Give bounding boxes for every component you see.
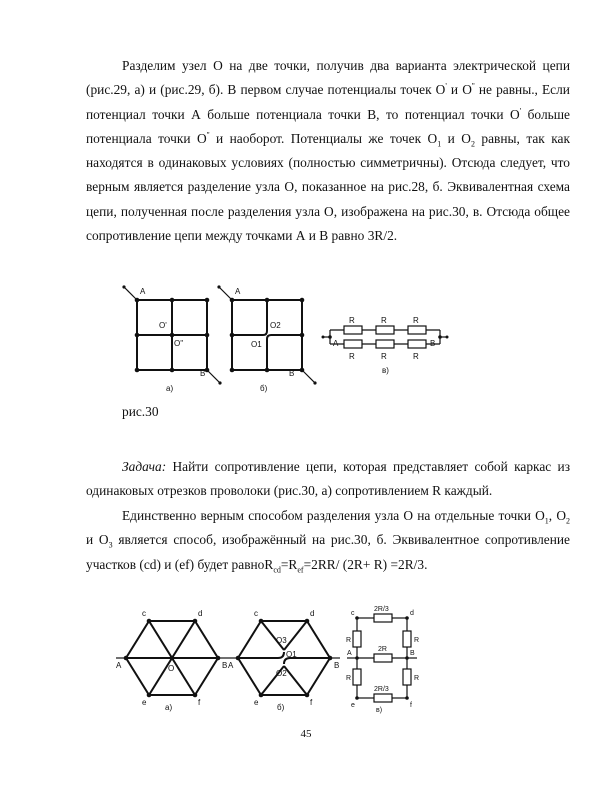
svg-text:2R/3: 2R/3 — [374, 606, 389, 613]
figure-caption: рис.30 — [122, 404, 159, 419]
svg-text:R: R — [413, 316, 419, 325]
svg-text:R: R — [381, 352, 387, 361]
fig30c-equivalent-circuit — [323, 326, 447, 348]
svg-text:d: d — [198, 609, 203, 618]
svg-text:R: R — [346, 675, 352, 682]
svg-text:R: R — [414, 675, 420, 682]
svg-text:f: f — [410, 702, 412, 709]
fig30b-tag: б) — [260, 384, 268, 393]
svg-text:R: R — [414, 637, 420, 644]
svg-text:B: B — [334, 661, 340, 670]
svg-text:A: A — [228, 661, 234, 670]
svg-text:B: B — [222, 661, 228, 670]
svg-text:c: c — [351, 610, 355, 617]
paragraph-split-node: Разделим узел О на две точки, получив два варианта электрической цепи (рис.29, а) и (рис.29, б). В первом случае потенциалы точек О' и О'' не равны., Если потенциал точки А больше потенциала точки В, то потенциал точки О' больше потенциала точки О'' и наоборот. Потенциалы же точек $О_1$ и $О_2$ равны, так как находятся в одинаковых условиях (полностью симметричны). Отсюда следует, что верным является разделение узла О, показанное на рис.28, б. Эквивалентная схема цепи, полученная после разделения узла О, изображена на рис.30, в. Отсюда общее сопротивление цепи между точками А и В равно 3R/2. — [86, 58, 570, 244]
fig31a-tag: а) — [165, 703, 173, 712]
svg-text:d: d — [310, 609, 315, 618]
svg-text:R: R — [349, 316, 355, 325]
svg-text:R: R — [346, 637, 352, 644]
fig30b-label-B: B — [289, 369, 295, 378]
svg-text:e: e — [142, 698, 147, 707]
fig30c-tag: в) — [382, 366, 389, 375]
fig30b-label-O2: O2 — [270, 321, 281, 330]
fig30a-label-O1: O' — [159, 321, 167, 330]
svg-text:R: R — [349, 352, 355, 361]
paragraph-solution: Единственно верным способом разделения узла О на отдельные точки $О_1$, $О_2$ и $О_3$ является способ, изображённый на рис.30, б. Эквивалентное сопротивление участков (cd) и (ef) будет $равноR_{cd}=R_{ef}=2RR/$ (2R+ R) =2R/3. — [86, 508, 570, 575]
svg-text:B: B — [410, 650, 415, 657]
fig30c-label-B: B — [430, 339, 436, 348]
svg-text:A: A — [116, 661, 122, 670]
figure-30-circuits — [0, 280, 612, 400]
svg-text:c: c — [254, 609, 258, 618]
svg-text:2R/3: 2R/3 — [374, 686, 389, 693]
fig30b-label-A: A — [235, 287, 241, 296]
svg-text:e: e — [254, 698, 259, 707]
fig30a-tag: а) — [166, 384, 174, 393]
fig31b-tag: б) — [277, 703, 285, 712]
task-paragraph: Задача: Найти сопротивление цепи, которая представляет собой каркас из одинаковых отрезков проволоки (рис.30, а) сопротивлением R каждый. — [86, 459, 570, 499]
svg-text:2R: 2R — [378, 646, 387, 653]
svg-text:O3: O3 — [276, 636, 287, 645]
svg-text:e: e — [351, 702, 355, 709]
fig30a-label-O2: O'' — [174, 339, 184, 348]
fig30b-label-O1: O1 — [251, 340, 262, 349]
svg-text:f: f — [198, 698, 201, 707]
svg-text:R: R — [413, 352, 419, 361]
fig30a-label-A: A — [140, 287, 146, 296]
svg-text:O1: O1 — [286, 650, 297, 659]
svg-text:R: R — [381, 316, 387, 325]
svg-text:f: f — [310, 698, 313, 707]
task-label: Задача: — [122, 459, 167, 474]
svg-text:d: d — [410, 610, 414, 617]
figure-hexagon-circuits — [0, 600, 612, 715]
fig30c-label-A: A — [333, 339, 339, 348]
svg-text:c: c — [142, 609, 146, 618]
fig30a-label-B: B — [200, 369, 206, 378]
page-number: 45 — [300, 728, 312, 740]
svg-text:O: O — [168, 664, 175, 673]
svg-text:O2: O2 — [276, 669, 287, 678]
fig31c-tag: в) — [376, 707, 383, 714]
svg-text:A: A — [347, 650, 352, 657]
